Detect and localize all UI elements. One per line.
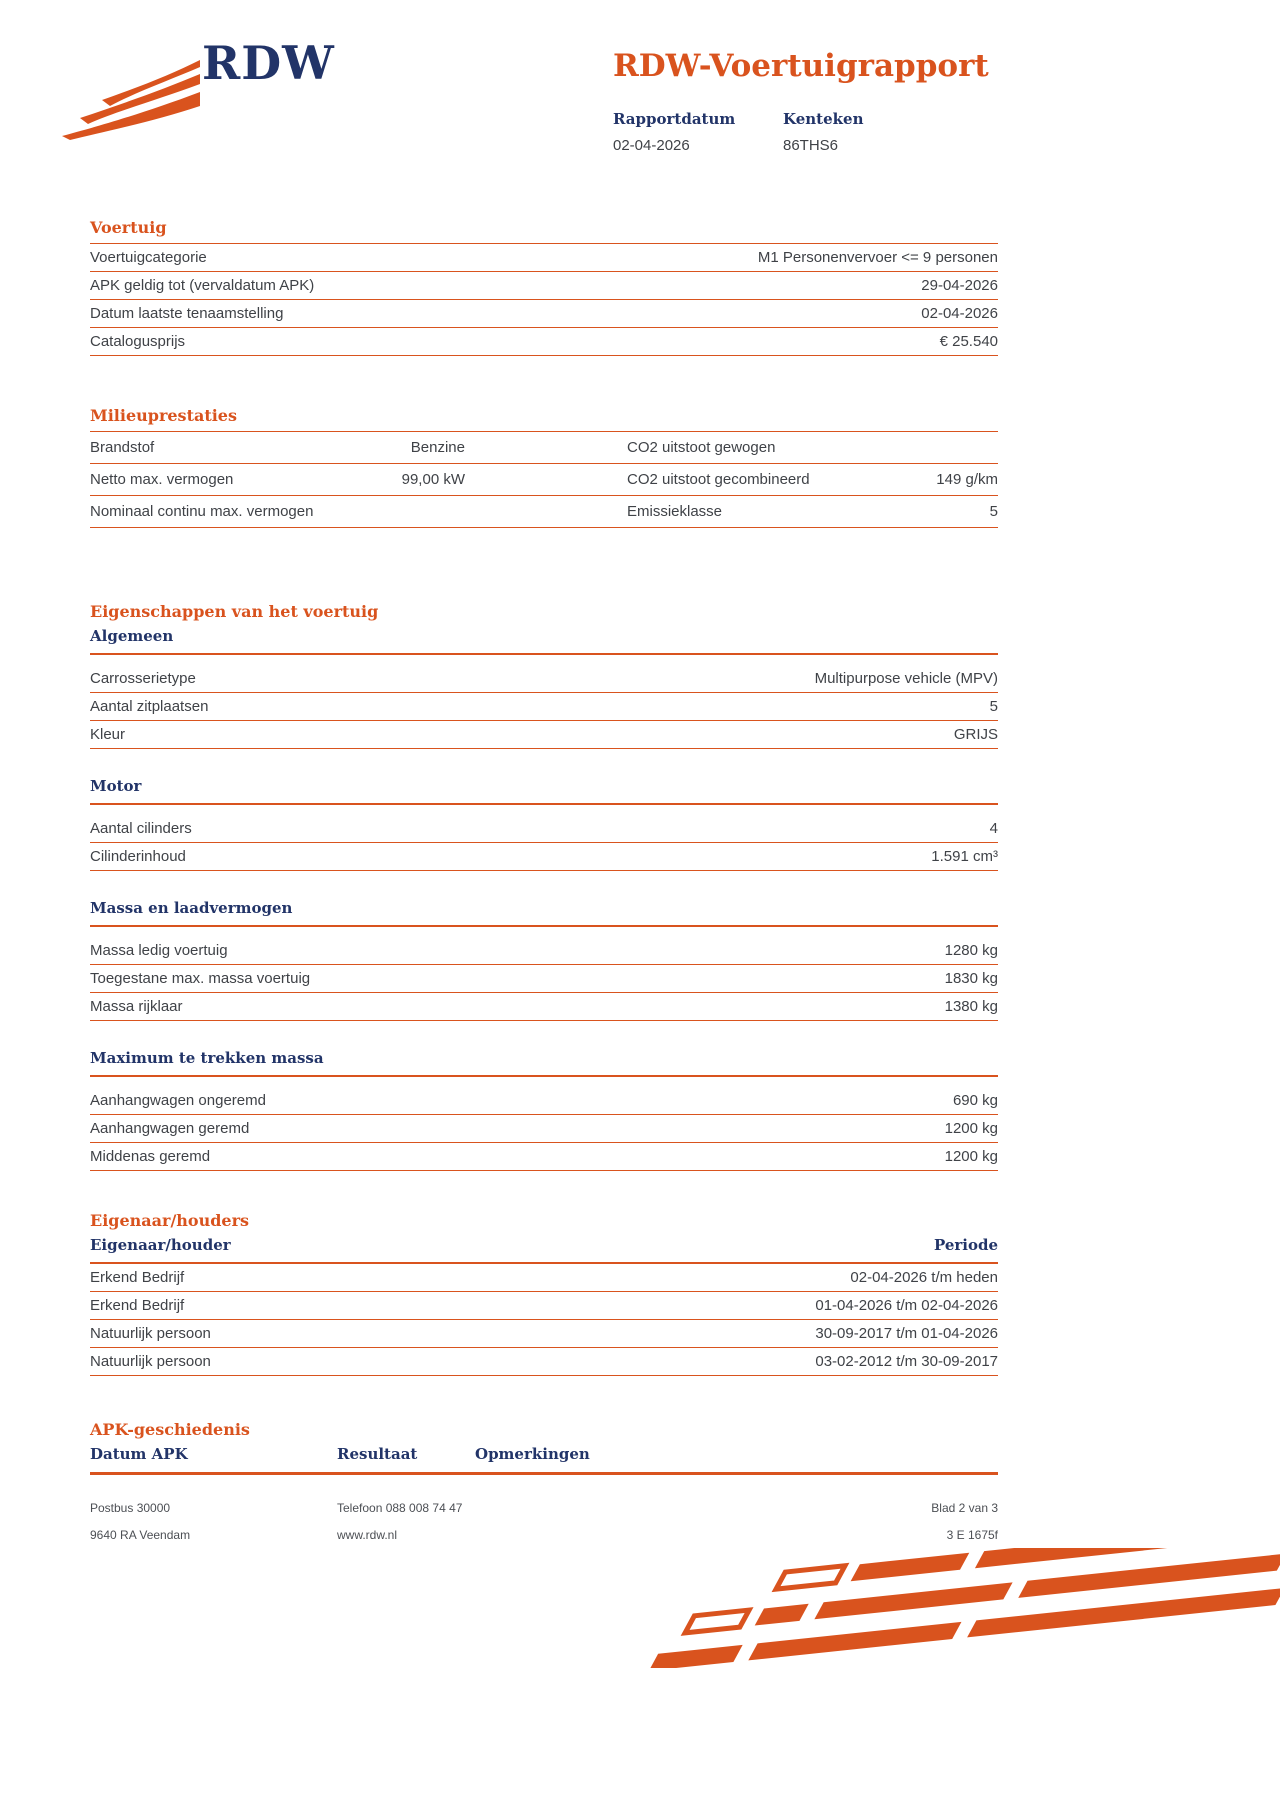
row-label: Natuurlijk persoon <box>90 1353 211 1370</box>
footer-website: www.rdw.nl <box>337 1528 398 1542</box>
row-label: Erkend Bedrijf <box>90 1297 185 1314</box>
rdw-logo-icon <box>52 58 202 143</box>
table-row <box>90 464 998 496</box>
footer-doc-code: 3 E 1675f <box>946 1528 998 1542</box>
row-label: Massa ledig voertuig <box>90 942 228 959</box>
table-row <box>90 496 998 528</box>
row-value: 30-09-2017 t/m 01-04-2026 <box>815 1325 998 1342</box>
table-row <box>90 993 998 1021</box>
table-row <box>90 432 998 464</box>
subsection-algemeen <box>90 627 998 749</box>
subsection-rows <box>90 937 998 1021</box>
subsection-rows <box>90 815 998 871</box>
section-heading-eigenschappen: Eigenschappen van het voertuig <box>90 602 379 621</box>
row-label: Massa rijklaar <box>90 998 183 1015</box>
table-row <box>90 1292 998 1320</box>
table-row <box>90 721 998 749</box>
row-label: CO2 uitstoot gewogen <box>627 439 776 456</box>
row-value: 5 <box>989 503 998 520</box>
milieu-rows <box>90 431 998 528</box>
row-label: APK geldig tot (vervaldatum APK) <box>90 277 315 294</box>
footer-page-info <box>798 1501 998 1542</box>
row-label: CO2 uitstoot gecombineerd <box>627 471 810 488</box>
subsection-title: Algemeen <box>90 627 998 655</box>
table-row <box>90 328 998 356</box>
column-header-opmerkingen: Opmerkingen <box>475 1445 590 1463</box>
table-row <box>90 965 998 993</box>
subsection-title: Maximum te trekken massa <box>90 1049 998 1077</box>
row-label: Cilinderinhoud <box>90 848 186 865</box>
row-label: Aanhangwagen geremd <box>90 1120 250 1137</box>
subsection-massa <box>90 899 998 1021</box>
row-value: € 25.540 <box>939 333 998 350</box>
row-label: Toegestane max. massa voertuig <box>90 970 311 987</box>
table-row <box>90 272 998 300</box>
row-value: 02-04-2026 <box>921 305 998 322</box>
subsection-motor <box>90 777 998 871</box>
row-value: 99,00 kW <box>401 471 465 488</box>
table-row <box>90 1115 998 1143</box>
row-value: Benzine <box>410 439 465 456</box>
section-apk-geschiedenis <box>90 1420 998 1475</box>
subsection-title: Motor <box>90 777 998 805</box>
row-value: 1200 kg <box>944 1148 998 1165</box>
footer-address <box>90 1501 337 1542</box>
section-heading-eigenaar: Eigenaar/houders <box>90 1211 250 1230</box>
section-heading-apk: APK-geschiedenis <box>90 1420 250 1439</box>
table-row <box>90 843 998 871</box>
license-plate-value: 86THS6 <box>783 137 839 154</box>
row-value: 4 <box>989 820 998 837</box>
table-row <box>90 665 998 693</box>
table-row <box>90 1348 998 1376</box>
row-label: Kleur <box>90 726 126 743</box>
footer-contact <box>337 1501 798 1542</box>
column-header-resultaat: Resultaat <box>337 1445 418 1463</box>
row-label: Nominaal continu max. vermogen <box>90 503 314 520</box>
rdw-stripes-graphic <box>640 1548 1280 1668</box>
section-voertuig <box>90 218 998 356</box>
table-row <box>90 1143 998 1171</box>
subsection-rows <box>90 665 998 749</box>
table-row <box>90 1320 998 1348</box>
section-heading-voertuig: Voertuig <box>90 218 167 237</box>
table-row <box>90 300 998 328</box>
subsection-title: Massa en laadvermogen <box>90 899 998 927</box>
section-heading-milieuprestaties: Milieuprestaties <box>90 406 237 425</box>
footer-address-line2: 9640 RA Veendam <box>90 1528 191 1542</box>
row-label: Datum laatste tenaamstelling <box>90 305 284 322</box>
footer-page-number: Blad 2 van 3 <box>931 1501 998 1515</box>
row-label: Emissieklasse <box>627 503 723 520</box>
subsection-trekken <box>90 1049 998 1171</box>
footer-phone: Telefoon 088 008 74 47 <box>337 1501 463 1515</box>
table-row <box>90 244 998 272</box>
row-value: 5 <box>989 698 998 715</box>
rdw-stripes-icon <box>640 1548 1280 1668</box>
report-date-label: Rapportdatum <box>613 110 736 128</box>
row-label: Middenas geremd <box>90 1148 211 1165</box>
table-row <box>90 1264 998 1292</box>
row-label: Aantal cilinders <box>90 820 192 837</box>
row-label: Aantal zitplaatsen <box>90 698 209 715</box>
column-header-periode: Periode <box>933 1236 998 1254</box>
rdw-logo-text: RDW <box>202 36 335 90</box>
row-value: 01-04-2026 t/m 02-04-2026 <box>815 1297 998 1314</box>
row-label: Erkend Bedrijf <box>90 1269 185 1286</box>
owners-rows <box>90 1264 998 1376</box>
table-row <box>90 815 998 843</box>
row-label: Carrosserietype <box>90 670 196 687</box>
row-value: M1 Personenvervoer <= 9 personen <box>757 249 998 266</box>
table-row <box>90 693 998 721</box>
column-header-eigenaar: Eigenaar/houder <box>90 1236 231 1254</box>
apk-table-header <box>90 1445 998 1475</box>
row-value: 03-02-2012 t/m 30-09-2017 <box>815 1353 998 1370</box>
table-row <box>90 937 998 965</box>
row-value: 1380 kg <box>944 998 998 1015</box>
voertuig-rows <box>90 243 998 356</box>
row-value: Multipurpose vehicle (MPV) <box>814 670 998 687</box>
row-value: 690 kg <box>952 1092 998 1109</box>
row-label: Catalogusprijs <box>90 333 186 350</box>
section-eigenaar-houders <box>90 1211 998 1376</box>
column-header-datum-apk: Datum APK <box>90 1445 188 1463</box>
subsection-rows <box>90 1087 998 1171</box>
section-milieuprestaties <box>90 406 998 528</box>
section-eigenschappen <box>90 602 998 1171</box>
report-date-value: 02-04-2026 <box>613 137 690 154</box>
page-footer <box>90 1501 998 1542</box>
license-plate-label: Kenteken <box>783 110 864 128</box>
row-value: 02-04-2026 t/m heden <box>850 1269 998 1286</box>
row-label: Natuurlijk persoon <box>90 1325 211 1342</box>
license-plate-block <box>783 110 953 154</box>
report-meta <box>613 110 1173 154</box>
page-title: RDW-Voertuigrapport <box>613 48 989 84</box>
footer-address-line1: Postbus 30000 <box>90 1501 171 1515</box>
row-value: 1.591 cm³ <box>931 848 998 865</box>
row-label: Aanhangwagen ongeremd <box>90 1092 266 1109</box>
document-content <box>90 218 998 1542</box>
owners-table-header <box>90 1236 998 1264</box>
row-value: 29-04-2026 <box>921 277 998 294</box>
row-value: GRIJS <box>953 726 998 743</box>
title-block <box>613 48 1173 154</box>
table-row <box>90 1087 998 1115</box>
row-label: Netto max. vermogen <box>90 471 234 488</box>
row-value: 1280 kg <box>944 942 998 959</box>
row-value: 1200 kg <box>944 1120 998 1137</box>
row-label: Brandstof <box>90 439 155 456</box>
row-label: Voertuigcategorie <box>90 249 207 266</box>
report-date-block <box>613 110 783 154</box>
row-value: 1830 kg <box>944 970 998 987</box>
row-value: 149 g/km <box>936 471 998 488</box>
